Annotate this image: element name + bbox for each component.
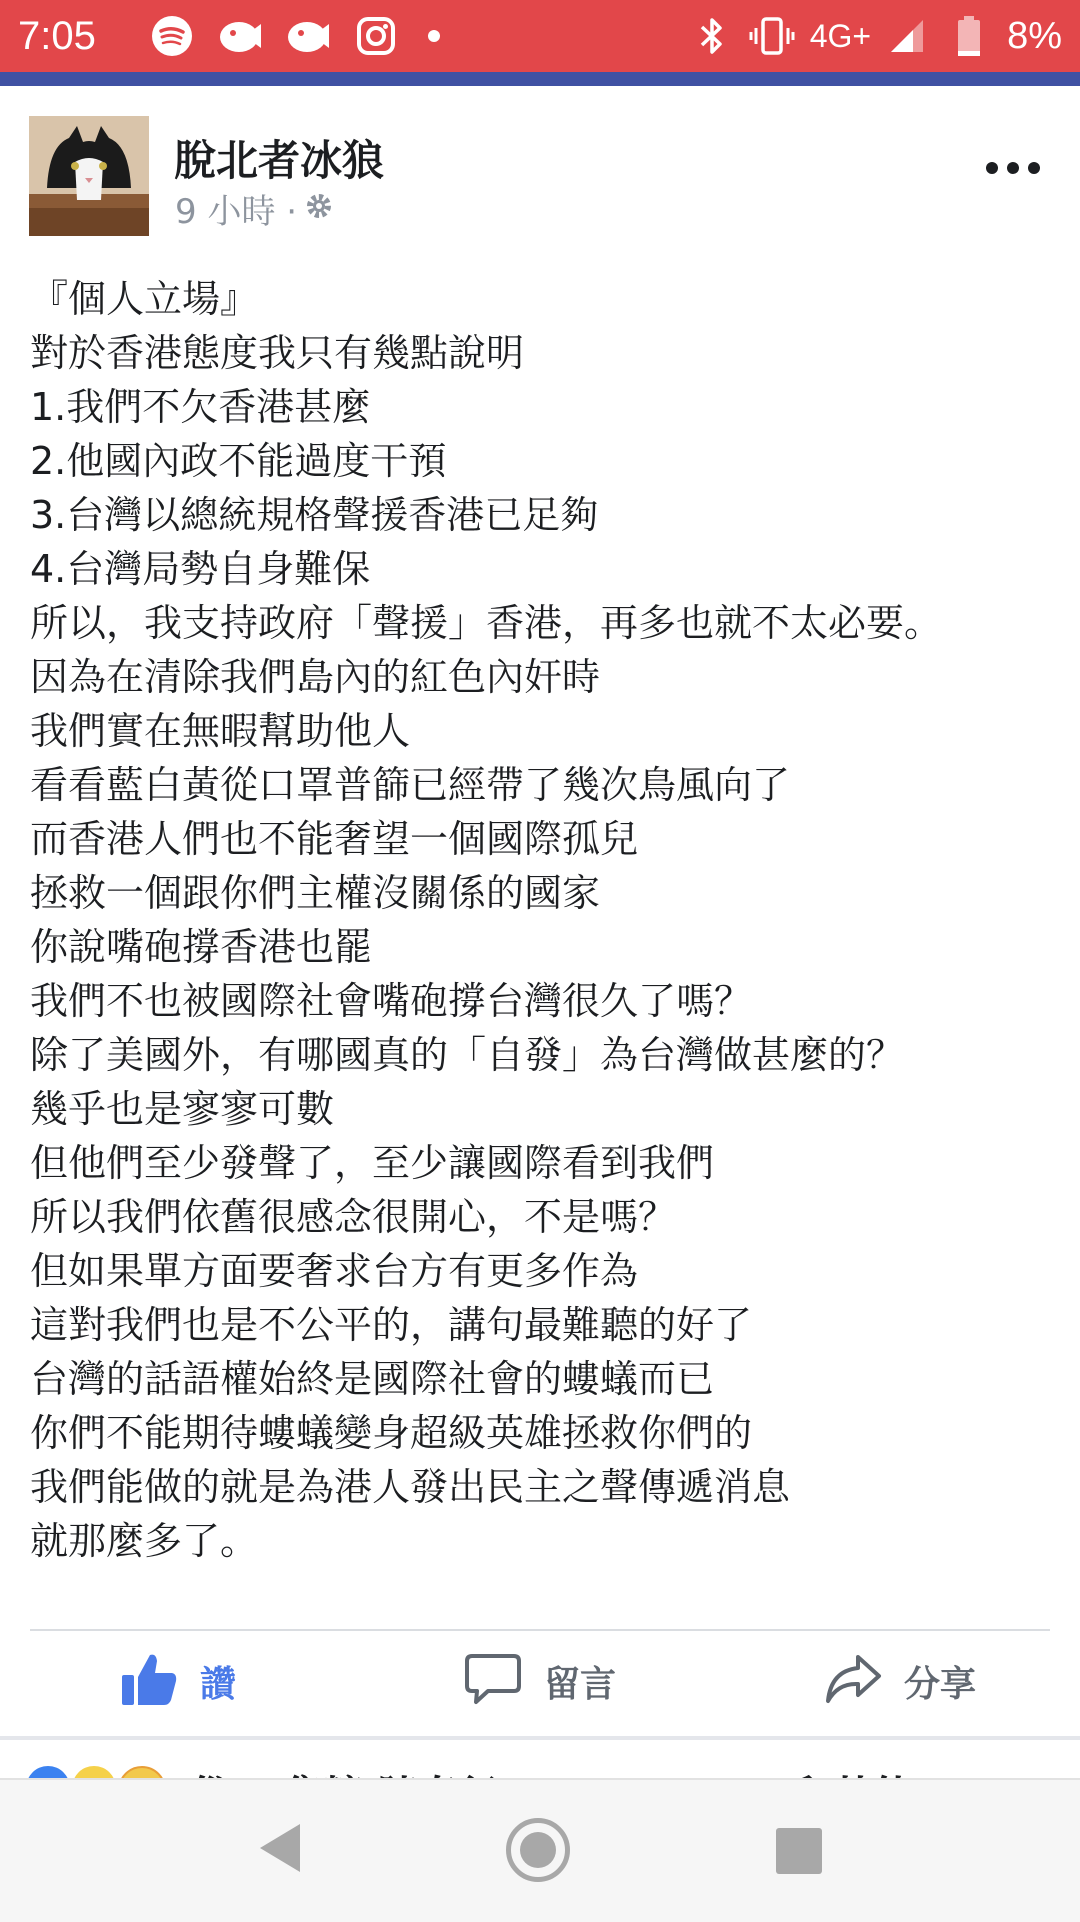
post-line: 3.台灣以總統規格聲援香港已足夠 <box>30 493 599 537</box>
share-arrow-icon <box>824 1653 882 1709</box>
comment-button[interactable] <box>464 1650 616 1712</box>
battery-icon <box>947 14 991 58</box>
post-line: 4.台灣局勢自身難保 <box>30 547 371 591</box>
fish-icon <box>286 14 330 58</box>
post-line: 2.他國內政不能過度干預 <box>30 439 447 483</box>
instagram-icon <box>354 14 398 58</box>
post-line: 就那麼多了。 <box>30 1519 259 1563</box>
post-line: 我們不也被國際社會嘴砲撐台灣很久了嗎？ <box>30 979 753 1023</box>
post-line: 除了美國外，有哪國真的「自發」為台灣做甚麼的？ <box>30 1033 905 1077</box>
section-separator <box>0 1736 1080 1740</box>
post-line: 幾乎也是寥寥可數 <box>30 1087 335 1131</box>
post-line: 你們不能期待螻蟻變身超級英雄拯救你們的 <box>30 1411 753 1455</box>
back-icon[interactable] <box>256 1822 304 1878</box>
post-line: 而香港人們也不能奢望一個國際孤兒 <box>30 817 639 861</box>
signal-icon <box>887 14 931 58</box>
share-button[interactable] <box>824 1650 976 1712</box>
post-line: 看看藍白黃從口罩普篩已經帶了幾次鳥風向了 <box>30 763 791 807</box>
post-line: 這對我們也是不公平的，講句最難聽的好了 <box>30 1303 753 1347</box>
action-divider <box>30 1629 1050 1631</box>
reactions-summary[interactable] <box>0 1742 1080 1780</box>
comment-icon <box>464 1652 522 1710</box>
author-name[interactable]: 脫北者冰狼 <box>174 136 385 185</box>
post-line: 我們實在無暇幫助他人 <box>30 709 411 753</box>
fish-icon <box>218 14 262 58</box>
post-line: 你說嘴砲撐香港也罷 <box>30 925 373 969</box>
post-line: 1.我們不欠香港甚麼 <box>30 385 371 429</box>
system-nav-bar <box>0 1778 1080 1922</box>
author-avatar[interactable] <box>29 116 149 236</box>
post-line: 所以我們依舊很感念很開心，不是嗎？ <box>30 1195 677 1239</box>
home-icon[interactable] <box>506 1818 570 1882</box>
recent-apps-icon[interactable] <box>776 1828 822 1874</box>
battery-percent: 8% <box>1007 14 1062 57</box>
more-dot-icon <box>1028 162 1040 174</box>
more-dot-icon <box>986 162 998 174</box>
notification-dot-icon <box>428 30 440 42</box>
post-line: 但如果單方面要奢求台方有更多作為 <box>30 1249 639 1293</box>
post-line: 我們能做的就是為港人發出民主之聲傳遞消息 <box>30 1465 791 1509</box>
vibrate-icon <box>750 14 794 58</box>
network-type: 4G+ <box>809 17 872 54</box>
post-line: 台灣的話語權始終是國際社會的螻蟻而已 <box>30 1357 715 1401</box>
post-line: 拯救一個跟你們主權沒關係的國家 <box>30 871 601 915</box>
status-time: 7:05 <box>18 13 96 58</box>
post-meta <box>175 184 333 233</box>
thumbs-up-icon <box>120 1651 178 1711</box>
post-line: 但他們至少發聲了，至少讓國際看到我們 <box>30 1141 715 1185</box>
post-line: 因為在清除我們島內的紅色內奸時 <box>30 655 601 699</box>
privacy-gear-icon[interactable] <box>305 189 333 229</box>
post-line: 『個人立場』 <box>30 277 259 321</box>
app-header-strip <box>0 72 1080 86</box>
share-label: 分享 <box>904 1663 977 1705</box>
post-line: 對於香港態度我只有幾點說明 <box>30 331 525 375</box>
comment-label: 留言 <box>544 1663 617 1705</box>
post-timestamp: 9 小時 · <box>175 192 298 232</box>
spotify-icon <box>150 14 194 58</box>
post-line: 所以，我支持政府「聲援」香港，再多也就不太必要。 <box>30 601 943 645</box>
like-label: 讚 <box>200 1663 237 1705</box>
post-text <box>30 272 1060 1568</box>
status-bar <box>0 0 1080 72</box>
more-options-button[interactable] <box>986 150 1040 186</box>
bluetooth-icon <box>690 14 734 58</box>
more-dot-icon <box>1007 162 1019 174</box>
like-button[interactable] <box>120 1650 236 1712</box>
